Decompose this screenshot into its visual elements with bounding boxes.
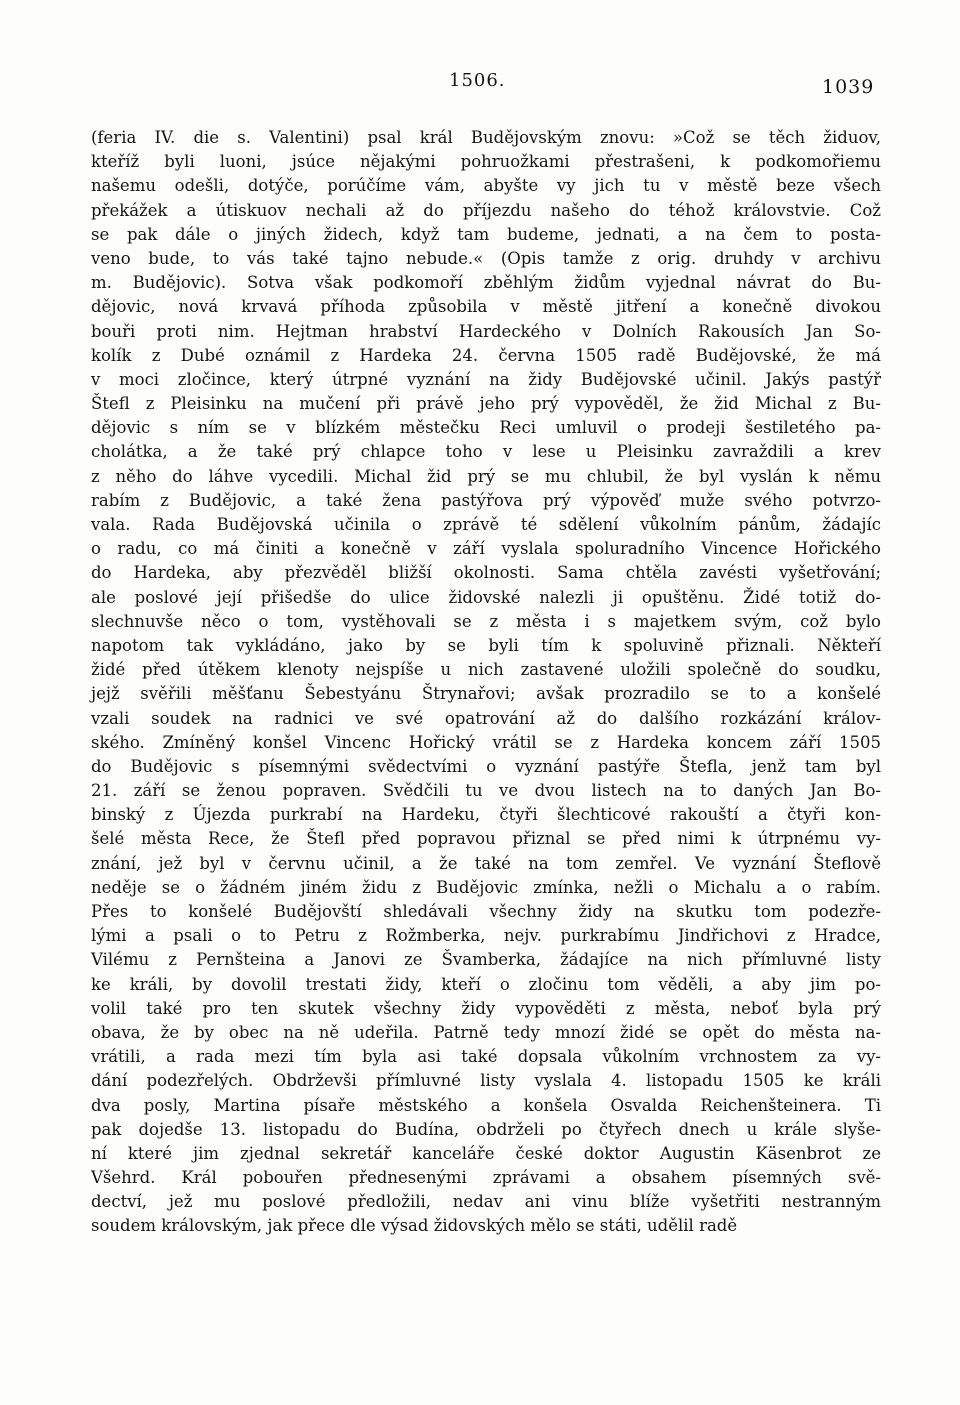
text-line: z něho do láhve vycedili. Michal žid prý se mu chlubil, že byl vyslán k němu [91,466,881,486]
text-line: do Budějovic s písemnými svědectvími o vyznání pastýře Štefla, jenž tam byl [91,756,881,776]
text-line: obava, že by obec na ně udeřila. Patrně tedy mnozí židé se opět do města na- [91,1022,881,1042]
text-line: židé před útěkem klenoty nejspíše u nich zastavené uložili společně do soudku, [91,660,881,680]
text-line: 21. září se ženou popraven. Svědčili tu ve dvou listech na to daných Jan Bo- [91,781,881,801]
text-line: našemu odešli, dotýče, porúčíme vám, abyšte vy jich tu v městě beze všech [91,176,881,196]
text-line: pak dojedše 13. listopadu do Budína, obdrželi po čtyřech dnech u krále slyše- [91,1119,881,1139]
text-line: vrátili, a rada mezi tím byla asi také dopsala vůkolním vrchnostem za vy- [91,1047,881,1067]
text-line: slechnuvše něco o tom, vystěhovali se z města i s majetkem svým, což bylo [91,611,881,631]
text-line: ní které jim zjednal sekretář kanceláře české doktor Augustin Käsenbrot ze [91,1143,881,1163]
text-line: dějovic s ním se v blízkém městečku Reci umluvil o prodeji šestiletého pa- [91,418,881,438]
running-head-year: 1506. [449,70,506,91]
text-line: vzali soudek na radnici ve své opatrování až do dalšího rozkázání králov- [91,708,881,728]
text-line: lými a psali o to Petru z Rožmberka, nejv. purkrabímu Jindřichovi z Hradce, [91,926,881,946]
body-text [91,126,881,1239]
text-line: jejž svěřili měšťanu Šebestyánu Štrynařovi; avšak prozradilo se to a konšelé [91,684,881,704]
text-line: neděje se o žádném jiném židu z Budějovic zmínka, nežli o Michalu a o rabím. [91,877,881,897]
text-line: dectví, jež mu poslové předložili, nedav ani vinu blíže vyšetřiti nestranným [91,1192,881,1212]
text-line: ke králi, by dovolil trestati židy, kteří o zločinu tom věděli, a aby jim po- [91,974,881,994]
text-line: ského. Zmíněný konšel Vincenc Hořický vrátil se z Hardeka koncem září 1505 [91,732,881,752]
text-line: dání podezřelých. Obdrževši přímluvné listy vyslala 4. listopadu 1505 ke králi [91,1071,881,1091]
text-line: Vilému z Pernšteina a Janovi ze Švamberka, žádajíce na nich přímluvné listy [91,950,881,970]
text-line: znání, jež byl v červnu učinil, a že také na tom zemřel. Ve vyznání Šteflově [91,853,881,873]
text-line: m. Budějovic). Sotva však podkomoří zběhlým židům vyjednal návrat do Bu- [91,273,881,293]
text-line: Všehrd. Král pobouřen přednesenými zprávami a obsahem písemných svě- [91,1168,881,1188]
text-line: Přes to konšelé Budějovští shledávali všechny židy na skutku tom podezře- [91,902,881,921]
text-line: (feria IV. die s. Valentini) psal král Budějovským znovu: »Což se těch židuov, [91,128,881,147]
text-line: bouři proti nim. Hejtman hrabství Hardeckého v Dolních Rakousích Jan So- [91,321,881,341]
page-number: 1039 [822,76,875,98]
text-line: vala. Rada Budějovská učinila o zprávě té sdělení vůkolním pánům, žádajíc [91,515,881,534]
text-line: rabím z Budějovic, a také žena pastýřova prý výpověď muže svého potvrzo- [91,490,881,510]
text-line: o radu, co má činiti a konečně v září vyslala spoluradního Vincence Hořického [91,539,881,559]
text-line: šelé města Rece, že Štefl před popravou přiznal se před nimi k útrpnému vy- [91,829,881,849]
text-line: volil také pro ten skutek všechny židy vypověděti z města, neboť byla prý [91,998,881,1018]
text-line: se pak dále o jiných židech, když tam budeme, jednati, a na čem to posta- [91,224,881,244]
text-line: dva posly, Martina písaře městského a konšela Osvalda Reichenšteinera. Ti [91,1095,881,1115]
text-line: kolík z Dubé oznámil z Hardeka 24. června 1505 radě Budějovské, že má [91,345,881,365]
text-line: veno bude, to vás také tajno nebude.« (Opis tamže z orig. druhdy v archivu [91,248,881,268]
text-line: v moci zločince, který útrpné vyznání na židy Budějovské učinil. Jakýs pastýř [91,369,881,389]
text-line: binský z Újezda purkrabí na Hardeku, čtyři šlechticové rakouští a čtyři kon- [91,805,881,825]
text-line: dějovic, nová krvavá příhoda způsobila v městě jitření a konečně divokou [91,297,881,317]
text-line: kteříž byli luoni, jsúce nějakými pohruožkami přestrašeni, k podkomořiemu [91,152,881,172]
text-line: soudem královským, jak přece dle výsad židovských mělo se státi, udělil radě [91,1216,738,1236]
text-line: do Hardeka, aby přezvěděl bližší okolnosti. Sama chtěla zavésti vyšetřování; [91,563,881,583]
text-line: překážek a útiskuov nechali až do příjezdu našeho do téhož královstvie. Což [91,200,881,220]
text-line: napotom tak vykládáno, jako by se byli tím k spoluvině přiznali. Někteří [91,635,881,655]
text-line: ale poslové její přišedše do ulice židovské nalezli ji opuštěnu. Židé totiž do- [91,587,881,607]
text-line: cholátka, a že také prý chlapce toho v lese u Pleisinku zavraždili a krev [91,442,881,462]
text-line: Štefl z Pleisinku na mučení při právě jeho prý vypověděl, že žid Michal z Bu- [91,394,881,414]
